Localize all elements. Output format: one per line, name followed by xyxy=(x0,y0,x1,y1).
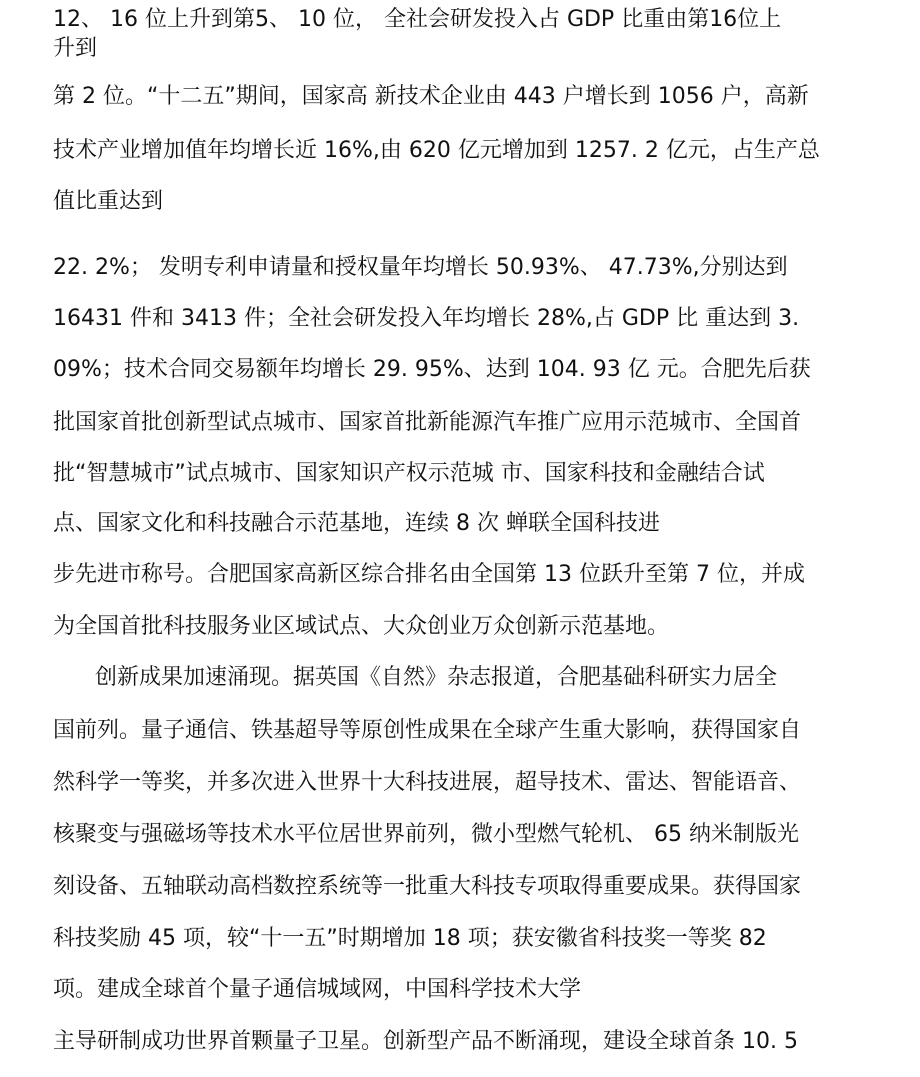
text-line-19: 科技奖励 45 项，较“十一五”时期增加 18 项；获安徽省科技奖一等奖 82 xyxy=(53,926,767,951)
text-line-20: 项。建成全球首个量子通信城域网，中国科学技术大学 xyxy=(53,977,582,1002)
text-line-2: 升到 xyxy=(53,36,98,61)
text-line-10: 批“智慧城市”试点城市、国家知识产权示范城 市、国家科技和金融结合试 xyxy=(53,461,765,486)
text-line-11: 点、国家文化和科技融合示范基地，连续 8 次 蝉联全国科技进 xyxy=(53,511,660,536)
text-line-4: 技术产业增加值年均增长近 16%,由 620 亿元增加到 1257. 2 亿元，占生产总 xyxy=(53,138,820,163)
text-line-8: 09%；技术合同交易额年均增长 29. 95%、达到 104. 93 亿 元。合肥先后获 xyxy=(53,357,811,382)
text-line-5: 值比重达到 xyxy=(53,189,164,214)
text-line-17: 核聚变与强磁场等技术水平位居世界前列，微小型燃气轮机、 65 纳米制版光 xyxy=(53,822,799,847)
text-line-13: 为全国首批科技服务业区域试点、大众创业万众创新示范基地。 xyxy=(53,614,670,639)
text-line-21: 主导研制成功世界首颗量子卫星。创新型产品不断涌现，建设全球首条 10. 5 xyxy=(53,1029,798,1054)
text-line-18: 刻设备、五轴联动高档数控系统等一批重大科技专项取得重要成果。获得国家 xyxy=(53,874,802,899)
text-line-16: 然科学一等奖，并多次进入世界十大科技进展，超导技术、雷达、智能语音、 xyxy=(53,770,802,795)
text-line-9: 批国家首批创新型试点城市、国家首批新能源汽车推广应用示范城市、全国首 xyxy=(53,410,802,435)
text-line-12: 步先进市称号。合肥国家高新区综合排名由全国第 13 位跃升至第 7 位，并成 xyxy=(53,562,805,587)
text-line-15: 国前列。量子通信、铁基超导等原创性成果在全球产生重大影响，获得国家自 xyxy=(53,718,802,743)
text-line-3: 第 2 位。“十二五”期间，国家高 新技术企业由 443 户增长到 1056 户，高新 xyxy=(53,84,809,109)
text-line-6: 22. 2%； 发明专利申请量和授权量年均增长 50.93%、 47.73%,分别达到 xyxy=(53,255,788,280)
text-line-1: 12、 16 位上升到第5、 10 位， 全社会研发投入占 GDP 比重由第16位上 xyxy=(53,7,782,32)
text-line-14: 创新成果加速涌现。据英国《自然》杂志报道，合肥基础科研实力居全 xyxy=(95,665,778,690)
text-line-7: 16431 件和 3413 件；全社会研发投入年均增长 28%,占 GDP 比 重达到 3. xyxy=(53,306,800,331)
